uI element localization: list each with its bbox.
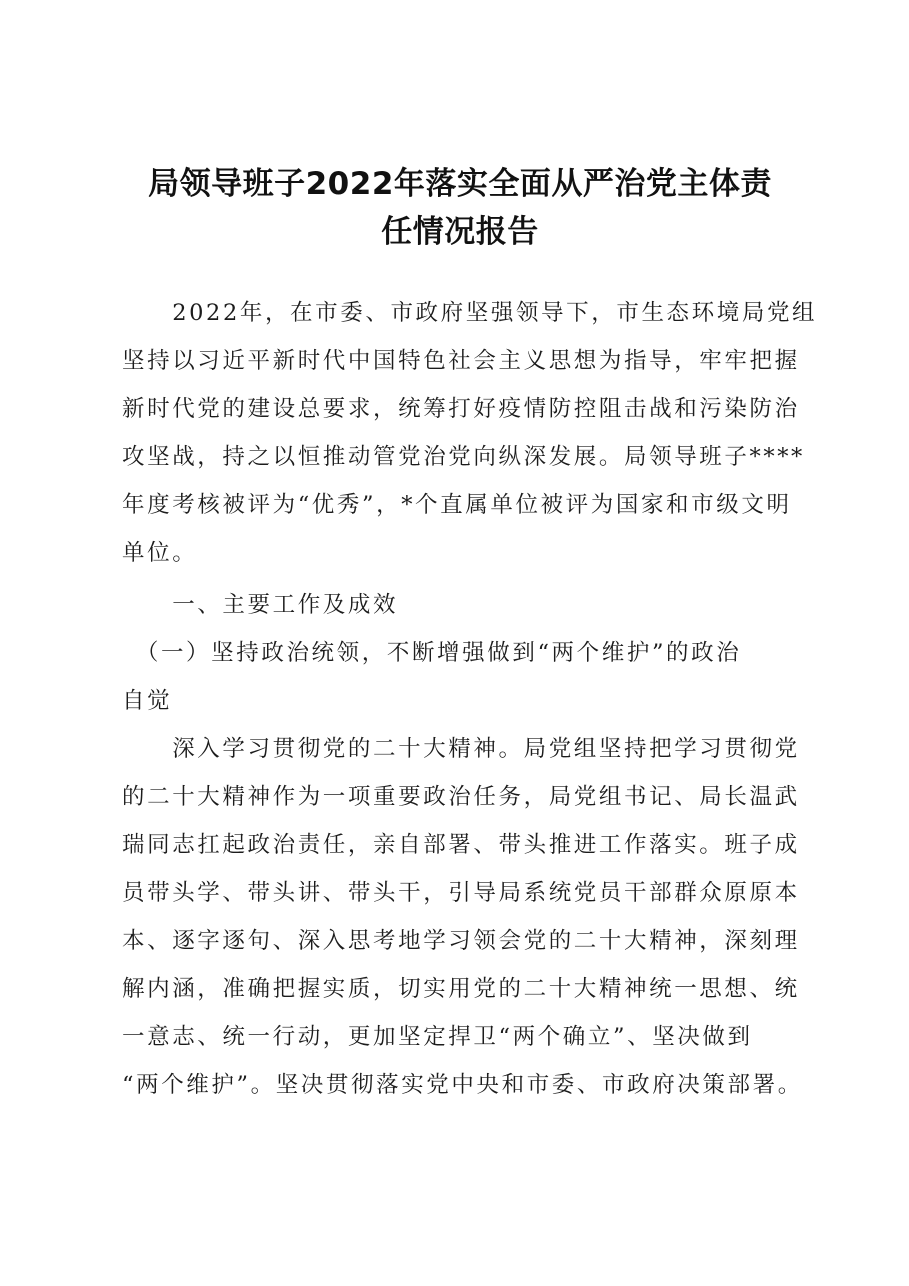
- body-line-13: 一意志、统一行动，更加坚定捍卫“两个确立”、坚决做到: [122, 1024, 753, 1050]
- body-line-12: 解内涵，准确把握实质，切实用党的二十大精神统一思想、统: [122, 976, 800, 1002]
- body-line-1: 2022年，在市委、市政府坚强领导下，市生态环境局党组: [122, 300, 818, 326]
- body-line-7: 深入学习贯彻党的二十大精神。局党组坚持把学习贯彻党: [122, 736, 800, 762]
- body-line-3: 新时代党的建设总要求，统筹打好疫情防控阻击战和污染防治: [122, 396, 800, 422]
- body-line-2: 坚持以习近平新时代中国特色社会主义思想为指导，牢牢把握: [122, 348, 800, 374]
- document-title: [120, 160, 800, 256]
- body-line-9: 瑞同志扛起政治责任，亲自部署、带头推进工作落实。班子成: [122, 832, 800, 858]
- body-line-11: 本、逐字逐句、深入思考地学习领会党的二十大精神，深刻理: [122, 928, 800, 954]
- subsection-heading-line-1: （一）坚持政治统领，不断增强做到“两个维护”的政治: [122, 640, 742, 666]
- body-line-10: 员带头学、带头讲、带头干，引导局系统党员干部群众原原本: [122, 880, 800, 906]
- section-heading: 一、主要工作及成效: [122, 592, 399, 618]
- title-line-1: 局领导班子2022年落实全面从严治党主体责: [148, 166, 772, 202]
- subsection-heading-line-2: 自觉: [122, 688, 173, 714]
- title-line-2: 任情况报告: [381, 214, 539, 250]
- body-line-5: 年度考核被评为“优秀”，*个直属单位被评为国家和市级文明: [122, 492, 792, 518]
- body-line-14: “两个维护”。坚决贯彻落实党中央和市委、市政府决策部署。: [122, 1072, 803, 1098]
- body-line-6: 单位。: [122, 540, 198, 566]
- body-line-8: 的二十大精神作为一项重要政治任务，局党组书记、局长温武: [122, 784, 800, 810]
- body-line-4: 攻坚战，持之以恒推动管党治党向纵深发展。局领导班子****: [122, 444, 805, 470]
